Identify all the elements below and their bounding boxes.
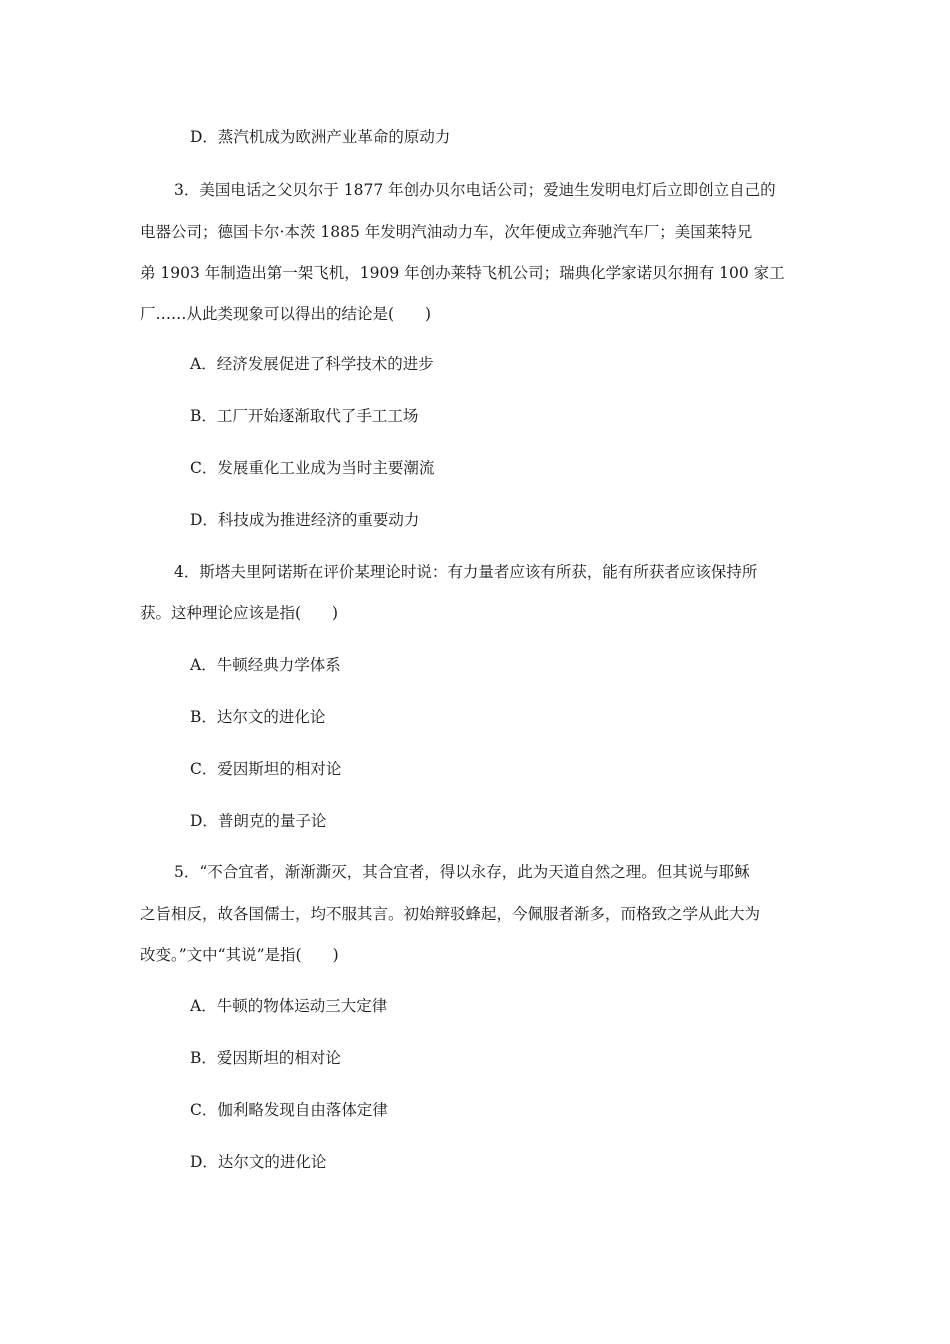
q3-option-d: D．科技成为推进经济的重要动力	[190, 511, 420, 529]
question-5-line-2: 之旨相反，故各国儒士，均不服其言。初始辩驳蜂起，今佩服者渐多，而格致之学从此大为	[140, 905, 761, 923]
q3-option-b: B．工厂开始逐渐取代了手工工场	[190, 407, 419, 425]
q5-option-c: C．伽利略发现自由落体定律	[190, 1101, 388, 1119]
question-5-line-1: 5．“不合宜者，渐渐澌灭，其合宜者，得以永存，此为天道自然之理。但其说与耶稣	[174, 863, 750, 881]
q4-option-b: B．达尔文的进化论	[190, 708, 326, 726]
q3-option-c: C．发展重化工业成为当时主要潮流	[190, 459, 435, 477]
question-3-line-2: 电器公司；德国卡尔·本茨 1885 年发明汽油动力车，次年便成立奔驰汽车厂；美国莱特兄	[140, 223, 753, 241]
q3-option-a: A．经济发展促进了科学技术的进步	[190, 355, 434, 373]
q5-option-b: B．爱因斯坦的相对论	[190, 1049, 341, 1067]
question-3-line-1: 3．美国电话之父贝尔于 1877 年创办贝尔电话公司；爱迪生发明电灯后立即创立自己的	[174, 181, 776, 199]
question-4-line-1: 4．斯塔夫里阿诺斯在评价某理论时说：有力量者应该有所获，能有所获者应该保持所	[174, 563, 758, 581]
q4-option-a: A．牛顿经典力学体系	[190, 656, 341, 674]
question-3-line-4: 厂……从此类现象可以得出的结论是( )	[140, 305, 432, 323]
q5-option-a: A．牛顿的物体运动三大定律	[190, 997, 388, 1015]
question-5-line-3: 改变。”文中“其说”是指( )	[140, 946, 339, 964]
question-3-line-3: 弟 1903 年制造出第一架飞机，1909 年创办莱特飞机公司；瑞典化学家诺贝尔拥有 100 家工	[140, 264, 785, 282]
q4-option-c: C．爱因斯坦的相对论	[190, 760, 342, 778]
q2-option-d: D．蒸汽机成为欧洲产业革命的原动力	[190, 128, 451, 146]
q4-option-d: D．普朗克的量子论	[190, 812, 327, 830]
question-4-line-2: 获。这种理论应该是指( )	[140, 604, 339, 622]
q5-option-d: D．达尔文的进化论	[190, 1153, 327, 1171]
